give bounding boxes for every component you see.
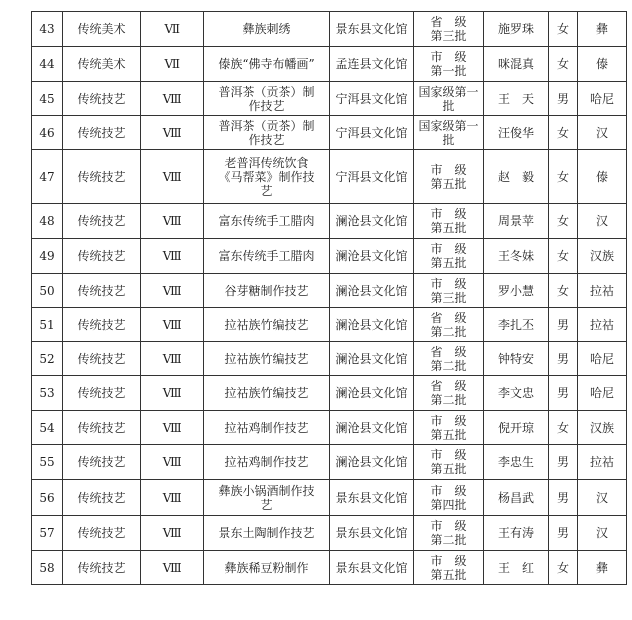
ethnicity-cell: 哈尼 — [578, 376, 627, 411]
project-cell: 拉祜族竹编技艺 — [204, 308, 330, 342]
organization-cell: 澜沧县文化馆 — [330, 342, 414, 376]
gender-cell: 男 — [549, 445, 578, 480]
level-batch-cell: 市 级 第五批 — [414, 445, 484, 480]
gender-cell: 女 — [549, 47, 578, 82]
gender-cell: 男 — [549, 480, 578, 516]
gender-cell: 女 — [549, 150, 578, 204]
project-cell: 普洱茶（贡茶）制 作技艺 — [204, 82, 330, 116]
category-numeral-cell: Ⅷ — [141, 480, 204, 516]
level-batch-cell: 市 级 第二批 — [414, 516, 484, 551]
project-cell: 彝族小锅酒制作技 艺 — [204, 480, 330, 516]
row-number: 58 — [32, 551, 63, 585]
inheritor-name-cell: 杨昌武 — [484, 480, 549, 516]
gender-cell: 女 — [549, 116, 578, 150]
ethnicity-cell: 拉祜 — [578, 274, 627, 308]
category-numeral-cell: Ⅷ — [141, 551, 204, 585]
project-cell: 谷芽糖制作技艺 — [204, 274, 330, 308]
organization-cell: 澜沧县文化馆 — [330, 204, 414, 239]
level-batch-cell: 省 级 第三批 — [414, 12, 484, 47]
ethnicity-cell: 拉祜 — [578, 308, 627, 342]
category-cell: 传统技艺 — [63, 516, 141, 551]
level-batch-cell: 市 级 第五批 — [414, 204, 484, 239]
gender-cell: 女 — [549, 551, 578, 585]
organization-cell: 澜沧县文化馆 — [330, 376, 414, 411]
table-body — [32, 12, 627, 585]
category-cell: 传统技艺 — [63, 116, 141, 150]
category-cell: 传统技艺 — [63, 445, 141, 480]
organization-cell: 景东县文化馆 — [330, 551, 414, 585]
gender-cell: 女 — [549, 274, 578, 308]
table-row — [32, 47, 627, 82]
inheritor-name-cell: 倪开琼 — [484, 411, 549, 445]
inheritor-name-cell: 罗小慧 — [484, 274, 549, 308]
inheritor-name-cell: 周景苹 — [484, 204, 549, 239]
category-numeral-cell: Ⅷ — [141, 445, 204, 480]
category-numeral-cell: Ⅷ — [141, 274, 204, 308]
ethnicity-cell: 哈尼 — [578, 82, 627, 116]
table-row — [32, 516, 627, 551]
level-batch-cell: 国家级第一 批 — [414, 116, 484, 150]
category-cell: 传统技艺 — [63, 551, 141, 585]
category-cell: 传统美术 — [63, 12, 141, 47]
ethnicity-cell: 汉 — [578, 480, 627, 516]
organization-cell: 孟连县文化馆 — [330, 47, 414, 82]
table-row — [32, 342, 627, 376]
inheritor-name-cell: 李忠生 — [484, 445, 549, 480]
gender-cell: 男 — [549, 516, 578, 551]
category-numeral-cell: Ⅷ — [141, 204, 204, 239]
table-row — [32, 82, 627, 116]
table-row — [32, 551, 627, 585]
category-numeral-cell: Ⅷ — [141, 308, 204, 342]
project-cell: 景东土陶制作技艺 — [204, 516, 330, 551]
ethnicity-cell: 汉族 — [578, 239, 627, 274]
category-cell: 传统技艺 — [63, 480, 141, 516]
inheritor-name-cell: 王有涛 — [484, 516, 549, 551]
organization-cell: 景东县文化馆 — [330, 516, 414, 551]
level-batch-cell: 省 级 第二批 — [414, 376, 484, 411]
row-number: 44 — [32, 47, 63, 82]
row-number: 46 — [32, 116, 63, 150]
inheritor-name-cell: 王冬妹 — [484, 239, 549, 274]
inheritor-name-cell: 李文忠 — [484, 376, 549, 411]
table-row — [32, 308, 627, 342]
inheritor-name-cell: 王 红 — [484, 551, 549, 585]
gender-cell: 男 — [549, 376, 578, 411]
table-row — [32, 376, 627, 411]
level-batch-cell: 市 级 第五批 — [414, 150, 484, 204]
row-number: 45 — [32, 82, 63, 116]
gender-cell: 女 — [549, 204, 578, 239]
level-batch-cell: 市 级 第三批 — [414, 274, 484, 308]
row-number: 54 — [32, 411, 63, 445]
gender-cell: 男 — [549, 342, 578, 376]
table-row — [32, 116, 627, 150]
organization-cell: 澜沧县文化馆 — [330, 445, 414, 480]
gender-cell: 女 — [549, 239, 578, 274]
category-cell: 传统技艺 — [63, 308, 141, 342]
ethnicity-cell: 拉祜 — [578, 445, 627, 480]
organization-cell: 景东县文化馆 — [330, 12, 414, 47]
category-cell: 传统技艺 — [63, 82, 141, 116]
organization-cell: 澜沧县文化馆 — [330, 274, 414, 308]
category-numeral-cell: Ⅷ — [141, 82, 204, 116]
gender-cell: 女 — [549, 411, 578, 445]
ethnicity-cell: 傣 — [578, 47, 627, 82]
project-cell: 拉祜族竹编技艺 — [204, 342, 330, 376]
table-row — [32, 150, 627, 204]
category-cell: 传统技艺 — [63, 150, 141, 204]
row-number: 51 — [32, 308, 63, 342]
inheritor-name-cell: 施罗珠 — [484, 12, 549, 47]
project-cell: 彝族刺绣 — [204, 12, 330, 47]
organization-cell: 宁洱县文化馆 — [330, 82, 414, 116]
gender-cell: 女 — [549, 12, 578, 47]
row-number: 56 — [32, 480, 63, 516]
row-number: 52 — [32, 342, 63, 376]
table-row — [32, 411, 627, 445]
project-cell: 彝族稀豆粉制作 — [204, 551, 330, 585]
gender-cell: 男 — [549, 82, 578, 116]
table-row — [32, 12, 627, 47]
row-number: 49 — [32, 239, 63, 274]
organization-cell: 宁洱县文化馆 — [330, 116, 414, 150]
organization-cell: 景东县文化馆 — [330, 480, 414, 516]
level-batch-cell: 省 级 第二批 — [414, 342, 484, 376]
category-cell: 传统技艺 — [63, 274, 141, 308]
category-cell: 传统技艺 — [63, 239, 141, 274]
project-cell: 拉祜族竹编技艺 — [204, 376, 330, 411]
project-cell: 老普洱传统饮食 《马帮菜》制作技 艺 — [204, 150, 330, 204]
row-number: 48 — [32, 204, 63, 239]
project-cell: 拉祜鸡制作技艺 — [204, 411, 330, 445]
category-cell: 传统技艺 — [63, 342, 141, 376]
ethnicity-cell: 汉 — [578, 116, 627, 150]
project-cell: 傣族“佛寺布幡画” — [204, 47, 330, 82]
level-batch-cell: 国家级第一 批 — [414, 82, 484, 116]
row-number: 57 — [32, 516, 63, 551]
inheritor-name-cell: 汪俊华 — [484, 116, 549, 150]
category-cell: 传统技艺 — [63, 411, 141, 445]
inheritor-table — [31, 11, 627, 585]
ethnicity-cell: 汉 — [578, 516, 627, 551]
ethnicity-cell: 哈尼 — [578, 342, 627, 376]
category-numeral-cell: Ⅷ — [141, 150, 204, 204]
row-number: 50 — [32, 274, 63, 308]
category-cell: 传统技艺 — [63, 376, 141, 411]
category-numeral-cell: Ⅶ — [141, 12, 204, 47]
category-numeral-cell: Ⅶ — [141, 47, 204, 82]
inheritor-name-cell: 王 天 — [484, 82, 549, 116]
row-number: 47 — [32, 150, 63, 204]
level-batch-cell: 市 级 第五批 — [414, 239, 484, 274]
inheritor-name-cell: 钟特安 — [484, 342, 549, 376]
category-numeral-cell: Ⅷ — [141, 411, 204, 445]
ethnicity-cell: 汉 — [578, 204, 627, 239]
category-numeral-cell: Ⅷ — [141, 376, 204, 411]
row-number: 53 — [32, 376, 63, 411]
organization-cell: 澜沧县文化馆 — [330, 308, 414, 342]
project-cell: 富东传统手工腊肉 — [204, 239, 330, 274]
project-cell: 拉祜鸡制作技艺 — [204, 445, 330, 480]
project-cell: 普洱茶（贡茶）制 作技艺 — [204, 116, 330, 150]
category-numeral-cell: Ⅷ — [141, 516, 204, 551]
organization-cell: 澜沧县文化馆 — [330, 239, 414, 274]
ethnicity-cell: 彝 — [578, 551, 627, 585]
row-number: 55 — [32, 445, 63, 480]
ethnicity-cell: 彝 — [578, 12, 627, 47]
level-batch-cell: 市 级 第一批 — [414, 47, 484, 82]
table-row — [32, 274, 627, 308]
ethnicity-cell: 汉族 — [578, 411, 627, 445]
gender-cell: 男 — [549, 308, 578, 342]
category-numeral-cell: Ⅷ — [141, 116, 204, 150]
table-row — [32, 445, 627, 480]
organization-cell: 宁洱县文化馆 — [330, 150, 414, 204]
level-batch-cell: 市 级 第四批 — [414, 480, 484, 516]
level-batch-cell: 市 级 第五批 — [414, 551, 484, 585]
inheritor-name-cell: 赵 毅 — [484, 150, 549, 204]
level-batch-cell: 省 级 第二批 — [414, 308, 484, 342]
category-cell: 传统技艺 — [63, 204, 141, 239]
ethnicity-cell: 傣 — [578, 150, 627, 204]
table-row — [32, 204, 627, 239]
category-numeral-cell: Ⅷ — [141, 239, 204, 274]
row-number: 43 — [32, 12, 63, 47]
category-numeral-cell: Ⅷ — [141, 342, 204, 376]
level-batch-cell: 市 级 第五批 — [414, 411, 484, 445]
table-row — [32, 239, 627, 274]
organization-cell: 澜沧县文化馆 — [330, 411, 414, 445]
category-cell: 传统美术 — [63, 47, 141, 82]
table-row — [32, 480, 627, 516]
project-cell: 富东传统手工腊肉 — [204, 204, 330, 239]
inheritor-name-cell: 咪混真 — [484, 47, 549, 82]
inheritor-name-cell: 李扎丕 — [484, 308, 549, 342]
